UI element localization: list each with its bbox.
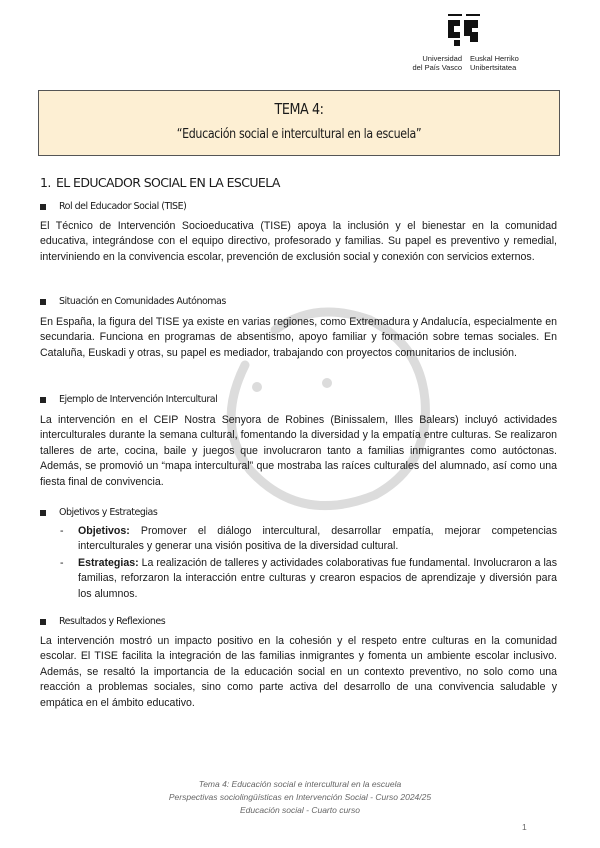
list-item: - Objetivos: Promover el diálogo intercultural, desarrollar empatía, mejorar competencias interculturales y generar una visión positiva de la diversidad cultural. xyxy=(60,525,557,553)
page-footer: Tema 4: Educación social e intercultural en la escuela Perspectivas sociolingüísticas en Intervención Social - Curso 2024/25 Educación social - Cuarto curso xyxy=(168,779,432,815)
paragraph-role: El Técnico de Intervención Socioeducativa (TISE) apoya la inclusión y el bienestar en la comunidad educativa, integrándose con el equipo directivo, profesorado y familias. Su papel es preventivo y remedial, interviniendo en la convivencia escolar, prevención de exclusión social y conexión con servicios externos. xyxy=(40,220,557,263)
square-bullet-icon xyxy=(40,619,46,625)
title-box xyxy=(38,90,560,156)
section-number: 1. xyxy=(40,175,51,190)
ehu-emblem-icon xyxy=(444,14,484,48)
page-number: 1 xyxy=(522,822,527,832)
subheading-objectives: Objetivos y Estrategias xyxy=(40,507,157,518)
square-bullet-icon xyxy=(40,510,46,516)
paragraph-results: La intervención mostró un impacto positivo en la cohesión y el respeto entre culturas en la comunidad escolar. El TISE facilita la integración de las familias inmigrantes y fomenta un ambiente escolar inclusivo. Además, se resaltó la importancia de la educación social en un contexto preventivo, no solo como una reacción a problemas sociales, sino como parte activa del desarrollo de una convivencia saludable y empática en el ámbito educativo. xyxy=(40,635,557,709)
logo-text-basque: Euskal Herriko Unibertsitatea xyxy=(470,54,519,72)
subheading-example: Ejemplo de Intervención Intercultural xyxy=(40,394,217,405)
section-title: EL EDUCADOR SOCIAL EN LA ESCUELA xyxy=(56,175,280,190)
page-title: TEMA 4: xyxy=(274,100,324,118)
page-subtitle: “Educación social e intercultural en la escuela” xyxy=(176,127,422,142)
subheading-role: Rol del Educador Social (TISE) xyxy=(40,201,186,212)
university-logo xyxy=(400,14,530,76)
paragraph-regions: En España, la figura del TISE ya existe en varias regiones, como Extremadura y Andalucía, especialmente en secundaria. Funciona en programas de absentismo, apoyo familiar y formación sobre temas sociales. En Cataluña, Euskadi y otras, su papel es mediador, trabajando con proyectos comunitarios de inclusión. xyxy=(40,316,557,359)
square-bullet-icon xyxy=(40,204,46,210)
objectives-list xyxy=(60,524,557,603)
subheading-results: Resultados y Reflexiones xyxy=(40,616,165,627)
subheading-regions: Situación en Comunidades Autónomas xyxy=(40,296,226,307)
paragraph-example: La intervención en el CEIP Nostra Senyora de Robines (Binissalem, Illes Balears) incluyó actividades interculturales durante la semana cultural, fomentando la diversidad y la empatía entre culturas. Se realizaron talleres de arte, cocina, baile y juegos que involucraron tanto a familias inmigrantes como autóctonas. Además, se promovió un “mapa intercultural” que mostraba las raíces culturales del alumnado, así como una fiesta final de convivencia. xyxy=(40,414,557,488)
square-bullet-icon xyxy=(40,299,46,305)
section-heading xyxy=(40,175,280,190)
square-bullet-icon xyxy=(40,397,46,403)
list-item: - Estrategias: La realización de talleres y actividades colaborativas fue fundamental. Involucraron a las familias, reforzaron la interacción entre culturas y crearon espacios de aprendizaje y diversión para los alumnos. xyxy=(60,556,557,600)
logo-text-spanish: Universidad del País Vasco xyxy=(412,54,462,72)
